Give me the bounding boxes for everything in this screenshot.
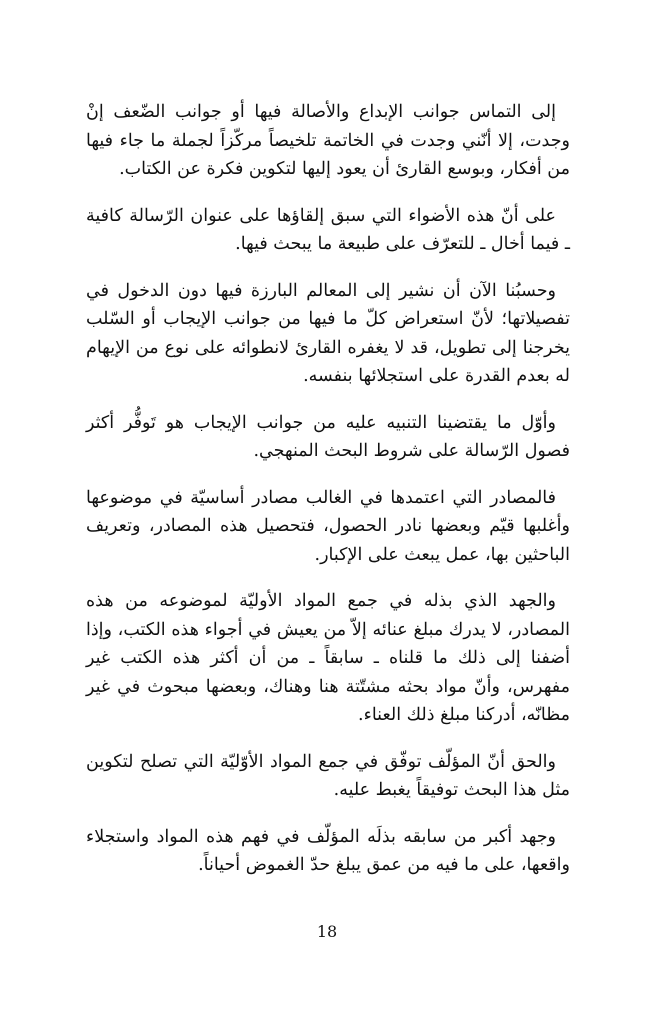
paragraph-5: فالمصادر التي اعتمدها في الغالب مصادر أساسيّة في موضوعها وأغلبها قيّم وبعضها نادر الحصول، فتحصيل هذه المصادر، وتعريف الباحثين بها، عمل يبعث على الإكبار. bbox=[86, 487, 570, 565]
paragraph-4: وأوّل ما يقتضينا التنبيه عليه من جوانب الإيجاب هو تَوفُّر أكثر فصول الرّسالة على شروط البحث المنهجي. bbox=[86, 412, 570, 461]
body-text bbox=[86, 98, 570, 898]
page-number: 18 bbox=[316, 922, 338, 941]
paragraph-3: وحسبُنا الآن أن نشير إلى المعالم البارزة فيها دون الدخول في تفصيلاتها؛ لأنّ استعراض كلّ ما فيها من جوانب الإيجاب أو السّلب يخرجنا إلى تطويل، قد لا يغفره القارئ لانطوائه على نوع من الإيهام له بعدم القدرة على استجلائها بنفسه. bbox=[86, 280, 570, 386]
paragraph-7: والحق أنّ المؤلّف توفّق في جمع المواد الأوّليّة التي تصلح لتكوين مثل هذا البحث توفيقاً يغبط عليه. bbox=[86, 751, 570, 800]
paragraph-8: وجهد أكبر من سابقه بذلَه المؤلّف في فهم هذه المواد واستجلاء واقعها، على ما فيه من عمق يبلغ حدّ الغموض أحياناً. bbox=[86, 826, 570, 875]
paragraph-2: على أنّ هذه الأضواء التي سبق إلقاؤها على عنوان الرّسالة كافية ـ فيما أخال ـ للتعرّف على طبيعة ما يبحث فيها. bbox=[86, 205, 570, 254]
paragraph-6: والجهد الذي بذله في جمع المواد الأوليّة لموضوعه من هذه المصادر، لا يدرك مبلغ عنائه إلاّ من يعيش في أجواء هذه الكتب، وإذا أضفنا إلى ذلك ما قلناه ـ سابقاً ـ من أن أكثر هذه الكتب غير مفهرس، وأنّ مواد بحثه مشتّتة هنا وهناك، وبعضها مبحوث في غير مظانّه، أدركنا مبلغ ذلك العناء. bbox=[86, 591, 570, 725]
paragraph-1: إلى التماس جوانب الإبداع والأصالة فيها أو جوانب الضّعف إنْ وجدت، إلا أنّني وجدت في الخاتمة تلخيصاً مركّزاً لجملة ما جاء فيها من أفكار، وبوسع القارئ أن يعود إليها لتكوين فكرة عن الكتاب. bbox=[86, 102, 570, 179]
